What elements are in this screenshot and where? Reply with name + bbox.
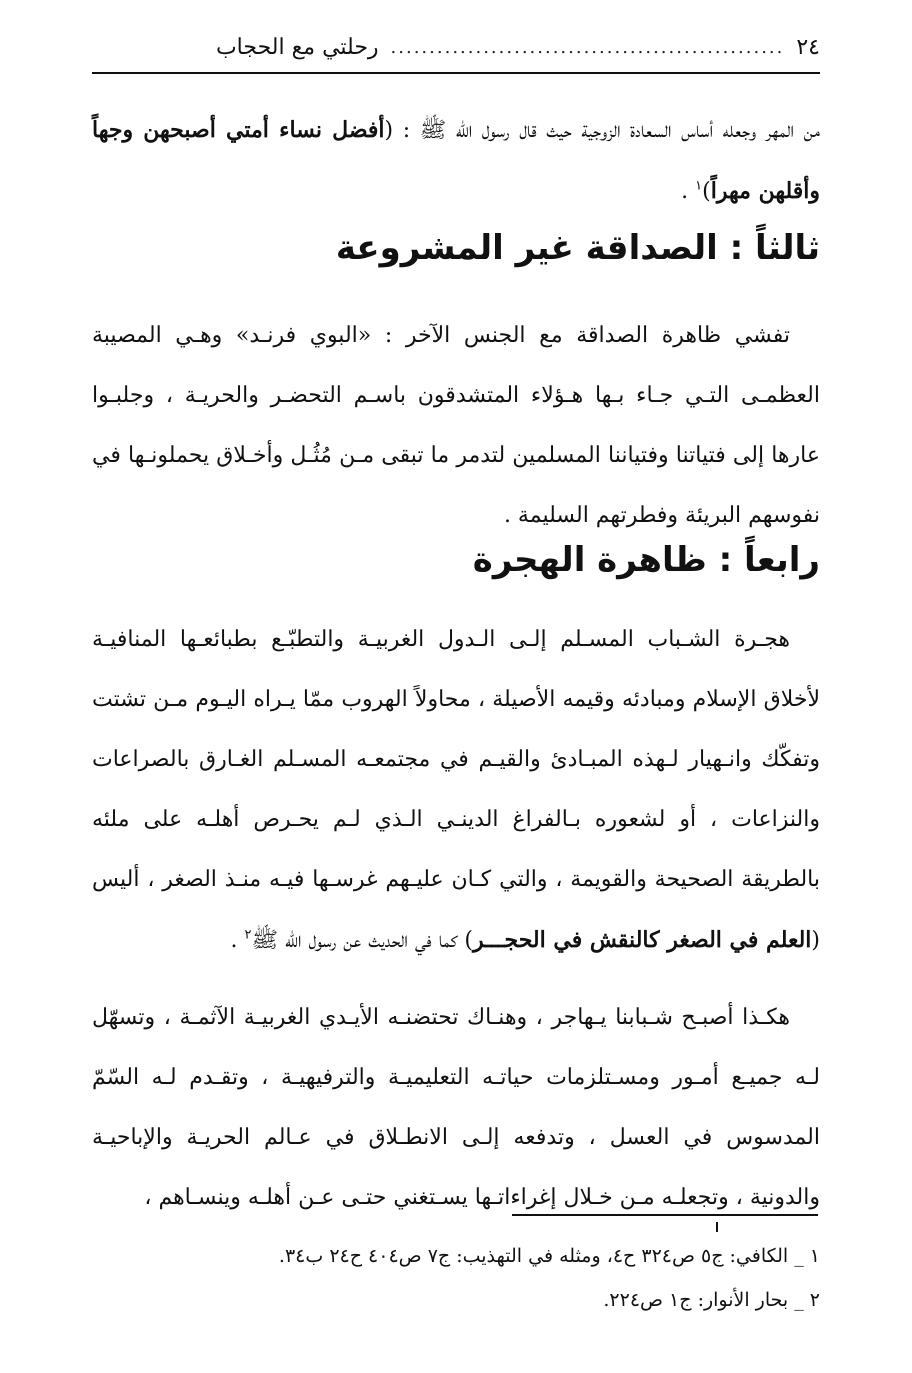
section-4-paragraph-2: هكـذا أصبـح شـبابنا يـهاجر ، وهنـاك تحتضنـه الأيـدي الغربيـة الآثمـة ، وتسهّل لـه جميـع أمـور ومسـتلزمات حياتـه التعليميـة والترفيهيـة ، وتقـدم لـه السّمّ المدسوس في العسل ، وتدفعه إلـى الانطـلاق في عـالم الحريـة والإباحيـة والدونية ، وتجعلـه مـن خـلال إغراءاتـها يسـتغني حتـى عـن أهلـه وينسـاهم ،: [92, 1005, 820, 1210]
section-3-heading: ثالثاً : الصداقة غير المشروعة: [335, 228, 820, 268]
footnote-ref-1: ١: [695, 178, 703, 194]
footnote-2: ٢ _ بحار الأنوار: ج١ ص٢٢٤.: [603, 1289, 820, 1311]
header-dots: ...................................................: [390, 36, 785, 58]
book-title: رحلتي مع الحجاب: [215, 34, 379, 60]
footnote-ref-2: ٢: [244, 927, 252, 943]
footnote-1: ١ _ الكافي: ج٥ ص٣٢٤ ح٤، ومثله في التهذيب: ج٧ ص٤٠٤ ح٢٤ ب٣٤.: [278, 1245, 820, 1267]
paragraph-1-end: .: [681, 179, 696, 204]
page-header: [92, 30, 820, 64]
footnotes: [92, 1234, 820, 1322]
footnote-tick: [716, 1222, 718, 1232]
section-4-paragraph-start: هجـرة الشـباب المسـلم إلـى الـدول الغربيـة والتطبّـع بطبائعـها المنافيـة لأخلاق الإسلام ومبادئه وقيمه الأصيلة ، محاولاً الهروب ممّا يـراه اليـوم مـن تشتت وتفكّك وانـهيار لـهذه المبـادئ والقيـم في مجتمعـه المسـلم الغـارق بالصراعات والنزاعات ، أو لشعوره بـالفراغ الدينـي الـذي لـم يحـرص أهلـه على ملئه بالطريقة الصحيحة والقويمة ، والتي كـان عليـهم غرسـها فيـه منـذ الصغر ، أليس (: [92, 627, 820, 953]
hadith-quote-2: العلم في الصغر كالنقش في الحجـــر: [473, 927, 812, 953]
footnote-rule: [512, 1214, 818, 1216]
section-3-paragraph: تفشي ظاهرة الصداقة مع الجنس الآخر : «البوي فرنـد» وهـي المصيبة العظمـى التـي جـاء بـها هـؤلاء المتشدقون باسـم التحضـر والحريـة ، وجلبـوا عارها إلى فتياتنا وفتياننا المسلمين لتدمر ما تبقى مـن مُثُـل وأخـلاق يحملونـها في نفوسهم البريئة وفطرتهم السليمة .: [92, 323, 820, 528]
section-4-paragraph: [92, 610, 820, 971]
page-number: ٢٤: [796, 34, 820, 60]
section-4-end: .: [230, 928, 245, 953]
paragraph-1: [92, 100, 820, 222]
paragraph-1-close: ): [702, 179, 711, 204]
section-4-paragraph-end: ) كما في الحديث عن رسول الله ﷺ: [251, 928, 474, 953]
paragraph-1-intro: من المهر وجعله أساس السعادة الزوجية حيث قال رسول الله ﷺ : (: [384, 118, 821, 143]
section-4-heading: رابعاً : ظاهرة الهجرة: [472, 540, 820, 580]
hadith-quote-1: أفضل نساء أمتي أصبحهن وجهاً وأقلهن مهراً: [92, 117, 820, 204]
header-rule: [92, 72, 820, 74]
